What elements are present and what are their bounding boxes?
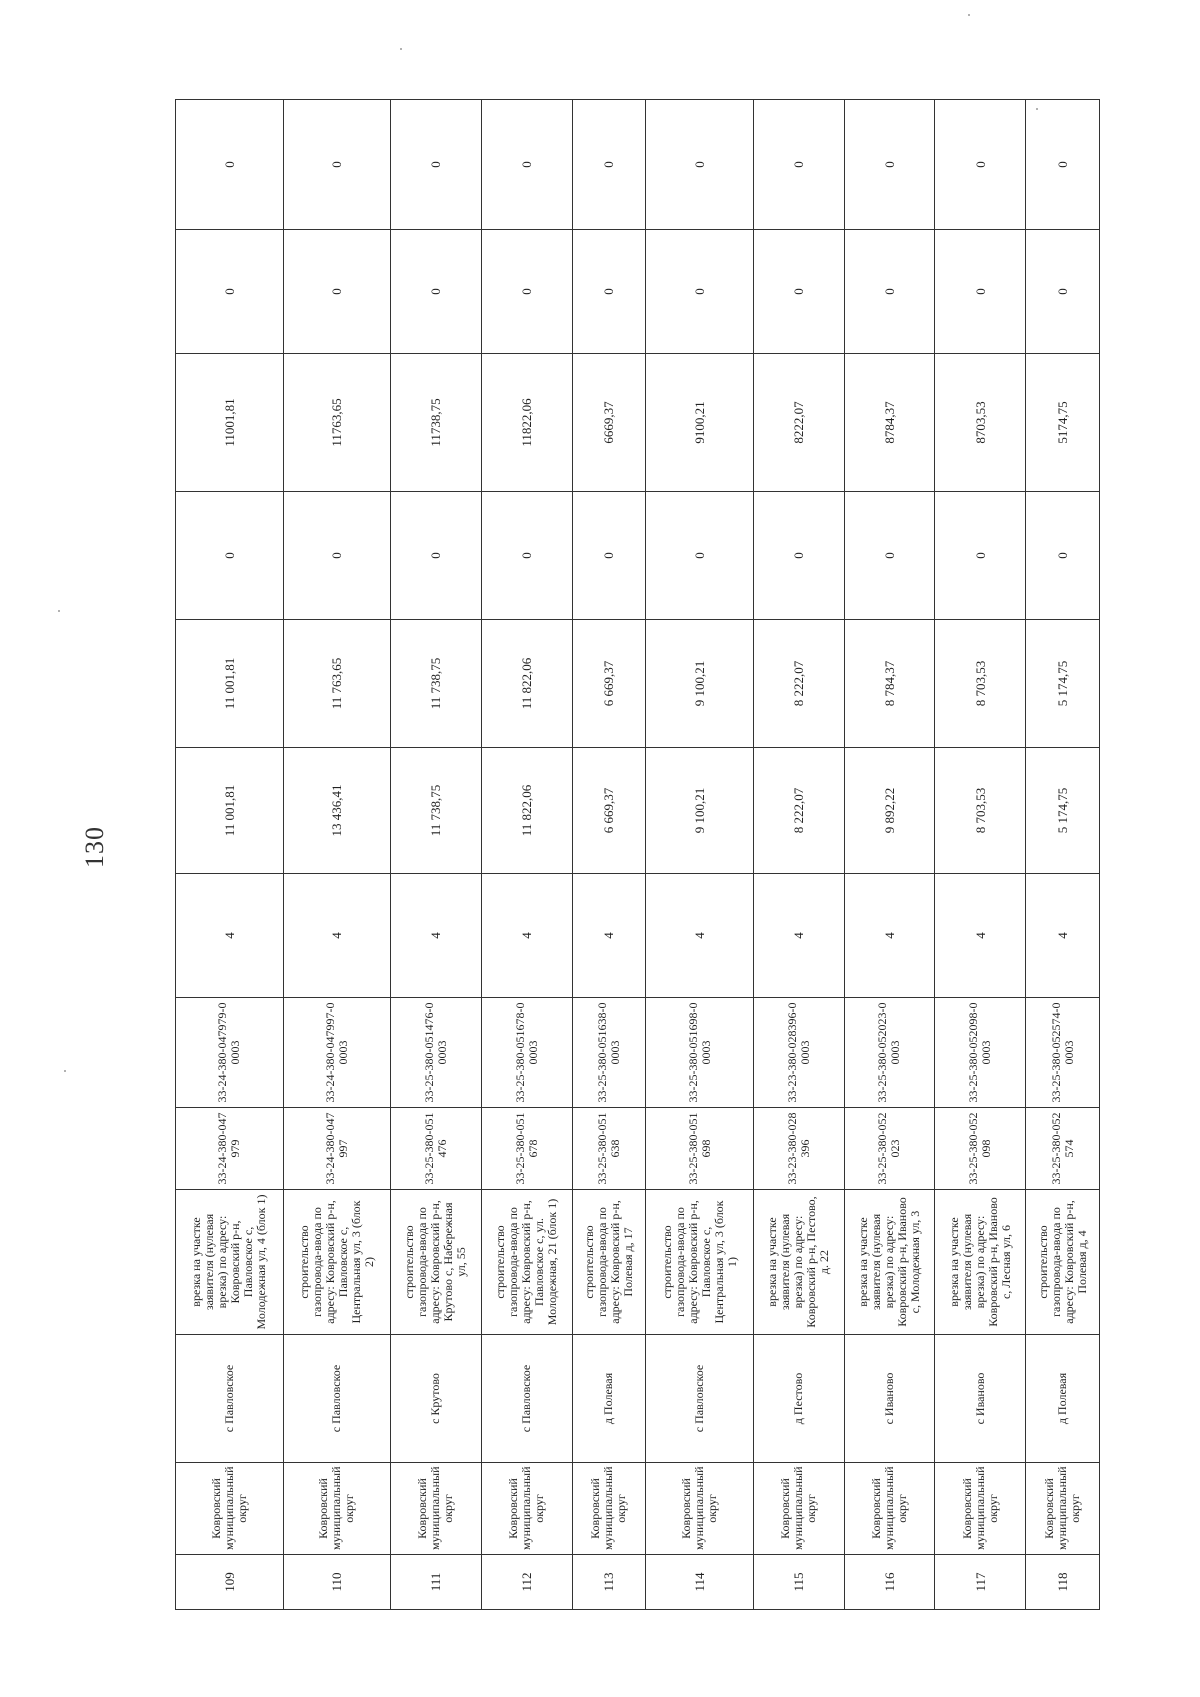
value-1-cell: 5 174,75: [1026, 748, 1100, 874]
value-6-cell: 0: [391, 100, 482, 230]
table-row: [283, 100, 391, 1610]
settlement-cell: с Павловское: [646, 1335, 754, 1463]
category-cell: 4: [391, 874, 482, 998]
scan-speck: [968, 14, 970, 16]
value-1-cell: 8 703,53: [935, 748, 1026, 874]
value-4-cell: 9100,21: [646, 354, 754, 492]
work-description-cell: строительство газопровода-ввода по адресу: Ковровский р-н, Крутово с, Набережная ул, 55: [391, 1190, 482, 1335]
value-2-cell: 11 001,81: [176, 620, 284, 748]
scan-speck: [64, 1070, 66, 1072]
work-description-cell: врезка на участке заявителя (нулевая врезка) по адресу: Ковровский р-н, Иваново с, Лесная ул, 6: [935, 1190, 1026, 1335]
value-5-cell: 0: [481, 230, 572, 354]
object-number-cell: 33-25-380-052023-00003: [844, 998, 935, 1108]
table-row: [1026, 100, 1100, 1610]
scan-speck: [58, 610, 60, 612]
value-1-cell: 9 100,21: [646, 748, 754, 874]
row-number: 110: [283, 1555, 391, 1610]
category-cell: 4: [572, 874, 646, 998]
value-6-cell: 0: [572, 100, 646, 230]
scan-speck: [400, 48, 402, 50]
category-cell: 4: [283, 874, 391, 998]
value-5-cell: 0: [844, 230, 935, 354]
cadastre-number-cell: 33-25-380-051638: [572, 1108, 646, 1190]
page-number: 130: [80, 826, 109, 868]
value-3-cell: 0: [572, 492, 646, 620]
district-cell: Ковровский муниципальный округ: [646, 1463, 754, 1555]
settlement-cell: с Иваново: [935, 1335, 1026, 1463]
value-2-cell: 11 738,75: [391, 620, 482, 748]
value-2-cell: 11 763,65: [283, 620, 391, 748]
table-row: [572, 100, 646, 1610]
value-1-cell: 11 822,06: [481, 748, 572, 874]
cadastre-number-cell: 33-25-380-052098: [935, 1108, 1026, 1190]
row-number: 112: [481, 1555, 572, 1610]
table-row: [481, 100, 572, 1610]
value-2-cell: 11 822,06: [481, 620, 572, 748]
value-5-cell: 0: [935, 230, 1026, 354]
value-3-cell: 0: [935, 492, 1026, 620]
value-2-cell: 8 784,37: [844, 620, 935, 748]
value-6-cell: 0: [646, 100, 754, 230]
row-number: 114: [646, 1555, 754, 1610]
settlement-cell: с Иваново: [844, 1335, 935, 1463]
value-3-cell: 0: [753, 492, 844, 620]
cadastre-number-cell: 33-23-380-028396: [753, 1108, 844, 1190]
category-cell: 4: [753, 874, 844, 998]
district-cell: Ковровский муниципальный округ: [283, 1463, 391, 1555]
value-4-cell: 11822,06: [481, 354, 572, 492]
object-number-cell: 33-25-380-051638-00003: [572, 998, 646, 1108]
settlement-cell: д Пестово: [753, 1335, 844, 1463]
settlement-cell: с Павловское: [176, 1335, 284, 1463]
value-3-cell: 0: [844, 492, 935, 620]
value-4-cell: 8222,07: [753, 354, 844, 492]
work-description-cell: врезка на участке заявителя (нулевая врезка) по адресу: Ковровский р-н, Иваново с, Молодежная ул, 3: [844, 1190, 935, 1335]
settlement-cell: д Полевая: [572, 1335, 646, 1463]
district-cell: Ковровский муниципальный округ: [391, 1463, 482, 1555]
row-number: 111: [391, 1555, 482, 1610]
district-cell: Ковровский муниципальный округ: [572, 1463, 646, 1555]
table-row: [935, 100, 1026, 1610]
cadastre-number-cell: 33-25-380-051678: [481, 1108, 572, 1190]
cadastre-number-cell: 33-24-380-047997: [283, 1108, 391, 1190]
value-2-cell: 8 222,07: [753, 620, 844, 748]
value-2-cell: 6 669,37: [572, 620, 646, 748]
value-6-cell: 0: [176, 100, 284, 230]
object-number-cell: 33-25-380-051678-00003: [481, 998, 572, 1108]
value-4-cell: 8703,53: [935, 354, 1026, 492]
work-description-cell: строительство газопровода-ввода по адресу: Ковровский р-н, Павловское с, ул. Молодежная, 21 (блок 1): [481, 1190, 572, 1335]
settlement-cell: с Крутово: [391, 1335, 482, 1463]
value-1-cell: 6 669,37: [572, 748, 646, 874]
value-3-cell: 0: [646, 492, 754, 620]
row-number: 117: [935, 1555, 1026, 1610]
cadastre-number-cell: 33-24-380-047979: [176, 1108, 284, 1190]
work-description-cell: строительство газопровода-ввода по адресу: Ковровский р-н, Полевая д, 4: [1026, 1190, 1100, 1335]
value-3-cell: 0: [391, 492, 482, 620]
cadastre-number-cell: 33-25-380-051698: [646, 1108, 754, 1190]
value-3-cell: 0: [283, 492, 391, 620]
value-6-cell: 0: [753, 100, 844, 230]
value-2-cell: 9 100,21: [646, 620, 754, 748]
work-description-cell: врезка на участке заявителя (нулевая врезка) по адресу: Ковровский р-н, Павловское с, Молодежная ул, 4 (блок 1): [176, 1190, 284, 1335]
object-number-cell: 33-25-380-052098-00003: [935, 998, 1026, 1108]
value-6-cell: 0: [1026, 100, 1100, 230]
value-4-cell: 11738,75: [391, 354, 482, 492]
category-cell: 4: [481, 874, 572, 998]
object-number-cell: 33-24-380-047997-00003: [283, 998, 391, 1108]
district-cell: Ковровский муниципальный округ: [1026, 1463, 1100, 1555]
value-6-cell: 0: [844, 100, 935, 230]
district-cell: Ковровский муниципальный округ: [753, 1463, 844, 1555]
settlement-cell: с Павловское: [283, 1335, 391, 1463]
row-number: 116: [844, 1555, 935, 1610]
value-4-cell: 6669,37: [572, 354, 646, 492]
table-row: [844, 100, 935, 1610]
value-5-cell: 0: [176, 230, 284, 354]
value-5-cell: 0: [391, 230, 482, 354]
cadastre-number-cell: 33-25-380-052574: [1026, 1108, 1100, 1190]
value-2-cell: 5 174,75: [1026, 620, 1100, 748]
object-number-cell: 33-23-380-028396-00003: [753, 998, 844, 1108]
category-cell: 4: [844, 874, 935, 998]
category-cell: 4: [935, 874, 1026, 998]
value-1-cell: 8 222,07: [753, 748, 844, 874]
value-5-cell: 0: [283, 230, 391, 354]
value-2-cell: 8 703,53: [935, 620, 1026, 748]
settlement-cell: с Павловское: [481, 1335, 572, 1463]
rotated-table-container: [175, 100, 1100, 1610]
table-row: [176, 100, 284, 1610]
value-4-cell: 5174,75: [1026, 354, 1100, 492]
cadastre-number-cell: 33-25-380-051476: [391, 1108, 482, 1190]
object-number-cell: 33-25-380-052574-00003: [1026, 998, 1100, 1108]
category-cell: 4: [176, 874, 284, 998]
value-5-cell: 0: [572, 230, 646, 354]
work-description-cell: строительство газопровода-ввода по адресу: Ковровский р-н, Павловское с, Центральная ул, 3 (блок 2): [283, 1190, 391, 1335]
table-row: [646, 100, 754, 1610]
value-4-cell: 11001,81: [176, 354, 284, 492]
value-3-cell: 0: [481, 492, 572, 620]
value-1-cell: 11 001,81: [176, 748, 284, 874]
district-cell: Ковровский муниципальный округ: [481, 1463, 572, 1555]
row-number: 113: [572, 1555, 646, 1610]
value-3-cell: 0: [176, 492, 284, 620]
table-row: [391, 100, 482, 1610]
object-number-cell: 33-24-380-047979-00003: [176, 998, 284, 1108]
row-number: 109: [176, 1555, 284, 1610]
value-1-cell: 13 436,41: [283, 748, 391, 874]
district-cell: Ковровский муниципальный округ: [176, 1463, 284, 1555]
work-description-cell: врезка на участке заявителя (нулевая врезка) по адресу: Ковровский р-н, Пестово, д. 22: [753, 1190, 844, 1335]
category-cell: 4: [1026, 874, 1100, 998]
scan-speck: [1036, 108, 1038, 110]
value-6-cell: 0: [283, 100, 391, 230]
value-5-cell: 0: [1026, 230, 1100, 354]
work-description-cell: строительство газопровода-ввода по адресу: Ковровский р-н, Павловское с, Центральная ул, 3 (блок 1): [646, 1190, 754, 1335]
value-5-cell: 0: [753, 230, 844, 354]
row-number: 115: [753, 1555, 844, 1610]
settlement-cell: д Полевая: [1026, 1335, 1100, 1463]
value-3-cell: 0: [1026, 492, 1100, 620]
object-number-cell: 33-25-380-051476-00003: [391, 998, 482, 1108]
object-number-cell: 33-25-380-051698-00003: [646, 998, 754, 1108]
value-1-cell: 9 892,22: [844, 748, 935, 874]
row-number: 118: [1026, 1555, 1100, 1610]
value-4-cell: 11763,65: [283, 354, 391, 492]
table-body: [176, 100, 1100, 1610]
table-row: [753, 100, 844, 1610]
data-table: [175, 99, 1100, 1610]
district-cell: Ковровский муниципальный округ: [844, 1463, 935, 1555]
value-6-cell: 0: [481, 100, 572, 230]
value-5-cell: 0: [646, 230, 754, 354]
cadastre-number-cell: 33-25-380-052023: [844, 1108, 935, 1190]
value-6-cell: 0: [935, 100, 1026, 230]
district-cell: Ковровский муниципальный округ: [935, 1463, 1026, 1555]
value-1-cell: 11 738,75: [391, 748, 482, 874]
work-description-cell: строительство газопровода-ввода по адресу: Ковровский р-н, Полевая д, 17: [572, 1190, 646, 1335]
value-4-cell: 8784,37: [844, 354, 935, 492]
category-cell: 4: [646, 874, 754, 998]
